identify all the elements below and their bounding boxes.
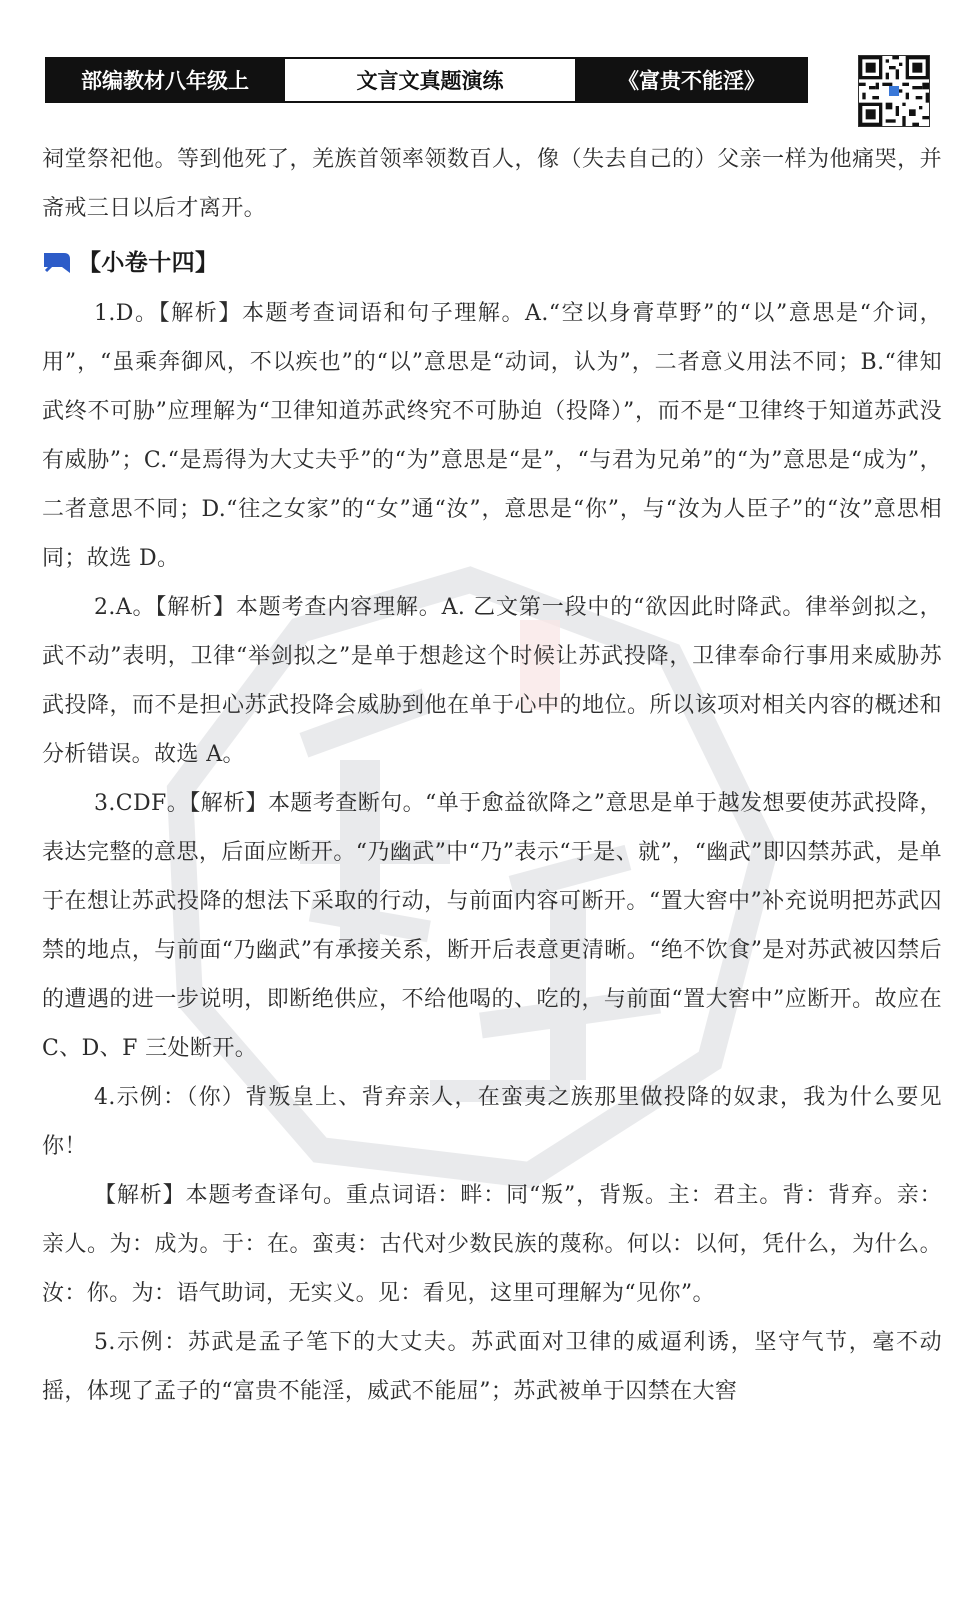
section-title: 【小卷十四】 bbox=[78, 249, 219, 276]
header-grade-label: 部编教材八年级上 bbox=[45, 57, 285, 103]
document-body bbox=[42, 135, 942, 1416]
bookmark-icon bbox=[42, 251, 72, 275]
header-bar bbox=[45, 57, 808, 103]
answer-4: 4.示例：（你）背叛皇上、背弃亲人，在蛮夷之族那里做投降的奴隶，我为什么要见你！ bbox=[42, 1085, 942, 1159]
section-heading bbox=[42, 237, 942, 289]
header-title-label: 《富贵不能淫》 bbox=[575, 57, 808, 103]
answer-5: 5.示例：苏武是孟子笔下的大丈夫。苏武面对卫律的威逼利诱，坚守气节，毫不动摇，体现了孟子的“富贵不能淫，威武不能屈”；苏武被单于囚禁在大窖 bbox=[42, 1330, 942, 1404]
intro-paragraph: 祠堂祭祀他。等到他死了，羌族首领率领数百人，像（失去自己的）父亲一样为他痛哭，并斋戒三日以后才离开。 bbox=[42, 147, 942, 221]
qr-code-icon bbox=[858, 55, 930, 127]
answer-3: 3.CDF。【解析】本题考查断句。“单于愈益欲降之”意思是单于越发想要使苏武投降，表达完整的意思，后面应断开。“乃幽武”中“乃”表示“于是、就”，“幽武”即囚禁苏武，是单于在想让苏武投降的想法下采取的行动，与前面内容可断开。“置大窖中”补充说明把苏武囚禁的地点，与前面“乃幽武”有承接关系，断开后表意更清晰。“绝不饮食”是对苏武被囚禁后的遭遇的进一步说明，即断绝供应，不给他喝的、吃的，与前面“置大窖中”应断开。故应在 C、D、F 三处断开。 bbox=[42, 791, 942, 1061]
answer-4-analysis: 【解析】本题考查译句。重点词语：畔：同“叛”，背叛。主：君主。背：背弃。亲：亲人。为：成为。于：在。蛮夷：古代对少数民族的蔑称。何以：以何，凭什么，为什么。汝：你。为：语气助词，无实义。见：看见，这里可理解为“见你”。 bbox=[42, 1183, 942, 1306]
header-topic-label: 文言文真题演练 bbox=[285, 57, 575, 103]
answer-2: 2.A。【解析】本题考查内容理解。A. 乙文第一段中的“欲因此时降武。律举剑拟之，武不动”表明，卫律“举剑拟之”是单于想趁这个时候让苏武投降，卫律奉命行事用来威胁苏武投降，而不是担心苏武投降会威胁到他在单于心中的地位。所以该项对相关内容的概述和分析错误。故选 A。 bbox=[42, 595, 942, 767]
answer-1: 1.D。【解析】本题考查词语和句子理解。A.“空以身膏草野”的“以”意思是“介词，用”，“虽乘奔御风，不以疾也”的“以”意思是“动词，认为”，二者意义用法不同；B.“律知武终不可胁”应理解为“卫律知道苏武终究不可胁迫（投降）”，而不是“卫律终于知道苏武没有威胁”；C.“是焉得为大丈夫乎”的“为”意思是“是”，“与君为兄弟”的“为”意思是“成为”，二者意思不同；D.“往之女家”的“女”通“汝”，意思是“你”，与“汝为人臣子”的“汝”意思相同；故选 D。 bbox=[42, 301, 942, 571]
